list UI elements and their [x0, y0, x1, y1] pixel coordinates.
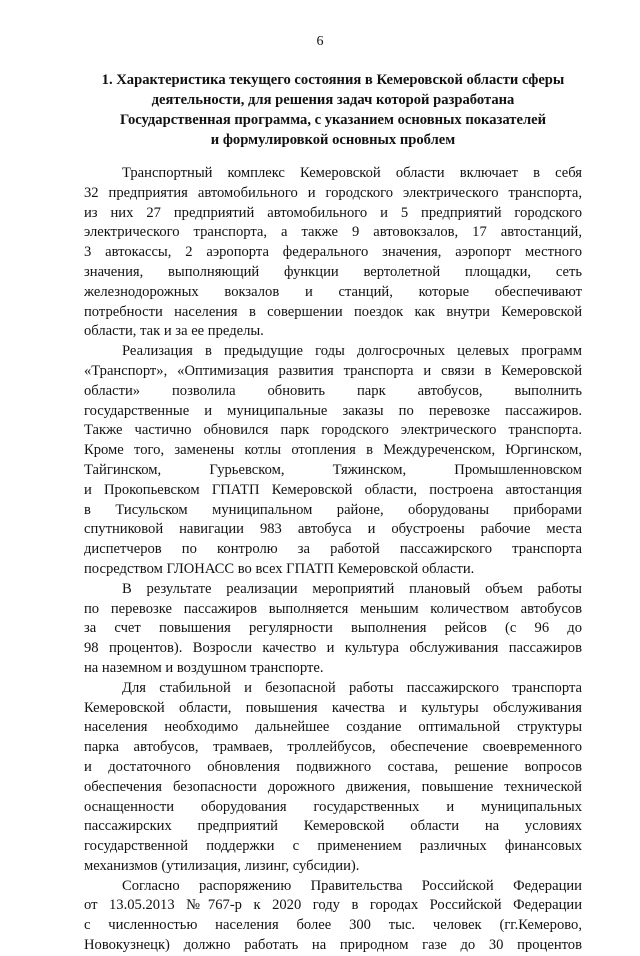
text-line: Кемеровской области, повышения качества и культуры обслуживания [84, 699, 582, 716]
text-line: потребности населения в совершении поездок как внутри Кемеровской [84, 303, 582, 320]
text-line: в Тисульском муниципальном районе, оборудованы приборами [84, 501, 582, 518]
text-line: 98 процентов). Возросли качество и культура обслуживания пассажиров [84, 640, 582, 657]
text-line: от 13.05.2013 №767-р к 2020 году в городах Российской Федерации [84, 897, 582, 914]
body-text [84, 164, 582, 956]
text-line: области, так и за ее пределы. [84, 323, 264, 340]
text-line: из них 27 предприятий автомобильного и 5 предприятий городского [84, 204, 582, 221]
text-line: с численностью населения более 300 тыс. человек (гг.Кемерово, [84, 917, 582, 934]
paragraph [84, 342, 582, 580]
text-line: посредством ГЛОНАСС во всех ГПАТП Кемеровской области. [84, 560, 475, 577]
text-line: Транспортный комплекс Кемеровской области включает в себя [122, 165, 582, 181]
text-line: парка автобусов, трамваев, троллейбусов, обеспечение своевременного [84, 739, 582, 756]
text-line: государственные и муниципальные заказы по перевозке пассажиров. [84, 402, 582, 419]
text-line: и достаточного обновления подвижного состава, решение вопросов [84, 758, 582, 775]
page-number: 6 [316, 34, 324, 49]
heading-line: и формулировкой основных проблем [210, 132, 456, 148]
text-line: на наземном и воздушном транспорте. [84, 659, 324, 676]
text-line: государственной поддержки с применением различных финансовых [84, 838, 582, 855]
text-line: электрического транспорта, а также 9 автовокзалов, 17 автостанций, [84, 224, 582, 241]
text-line: Новокузнецк) должно работать на природном газе до 30 процентов [84, 937, 582, 954]
paragraph [84, 164, 582, 342]
text-line: области» позволила обновить парк автобусов, выполнить [84, 382, 582, 399]
section-heading [84, 70, 582, 150]
text-line: Реализация в предыдущие годы долгосрочных целевых программ [122, 343, 582, 360]
text-line: Также частично обновился парк городского электрического транспорта. [84, 422, 582, 439]
heading-line: Государственная программа, с указанием основных показателей [119, 112, 547, 128]
heading-line: деятельности, для решения задач которой разработана [151, 92, 515, 108]
text-line: 3 автокассы, 2 аэропорта федерального значения, аэропорт местного [84, 244, 582, 261]
text-line: 32 предприятия автомобильного и городского электрического транспорта, [84, 184, 582, 201]
paragraph [84, 580, 582, 679]
text-line: значения, выполняющий функции вертолетной площадки, сеть [84, 263, 582, 280]
text-line: «Транспорт», «Оптимизация развития транспорта и связи в Кемеровской [84, 362, 582, 379]
text-line: Для стабильной и безопасной работы пассажирского транспорта [122, 679, 582, 696]
text-line: по перевозке пассажиров выполняется меньшим количеством автобусов [84, 600, 582, 617]
text-line: населения необходимо дальнейшее создание оптимальной структуры [84, 719, 582, 736]
text-line: спутниковой навигации 983 автобуса и обустроены рабочие места [84, 521, 582, 538]
text-line: пассажирских предприятий Кемеровской области на условиях [84, 818, 582, 835]
text-line: и Прокопьевском ГПАТП Кемеровской области, построена автостанция [84, 481, 582, 498]
paragraph [84, 877, 582, 956]
heading-line: 1. Характеристика текущего состояния в Кемеровской области сферы [101, 72, 565, 88]
text-line: диспетчеров по контролю за работой пассажирского транспорта [84, 541, 582, 558]
text-line: обеспечения безопасности дорожного движения, повышение технической [84, 778, 582, 795]
text-line: Согласно распоряжению Правительства Российской Федерации [122, 877, 582, 894]
paragraph [84, 679, 582, 877]
text-line: В результате реализации мероприятий плановый объем работы [122, 580, 582, 597]
text-line: железнодорожных вокзалов и станций, которые обеспечивают [84, 283, 582, 300]
text-line: Тайгинском, Гурьевском, Тяжинском, Промышленновском [84, 461, 582, 478]
text-line: оснащенности оборудования государственных и муниципальных [84, 798, 582, 815]
text-line: Кроме того, заменены котлы отопления в Междуреченском, Юргинском, [84, 442, 582, 459]
text-line: механизмов (утилизация, лизинг, субсидии). [84, 857, 360, 874]
text-line: за счет повышения регулярности выполнения рейсов (с 96 до [84, 620, 582, 637]
